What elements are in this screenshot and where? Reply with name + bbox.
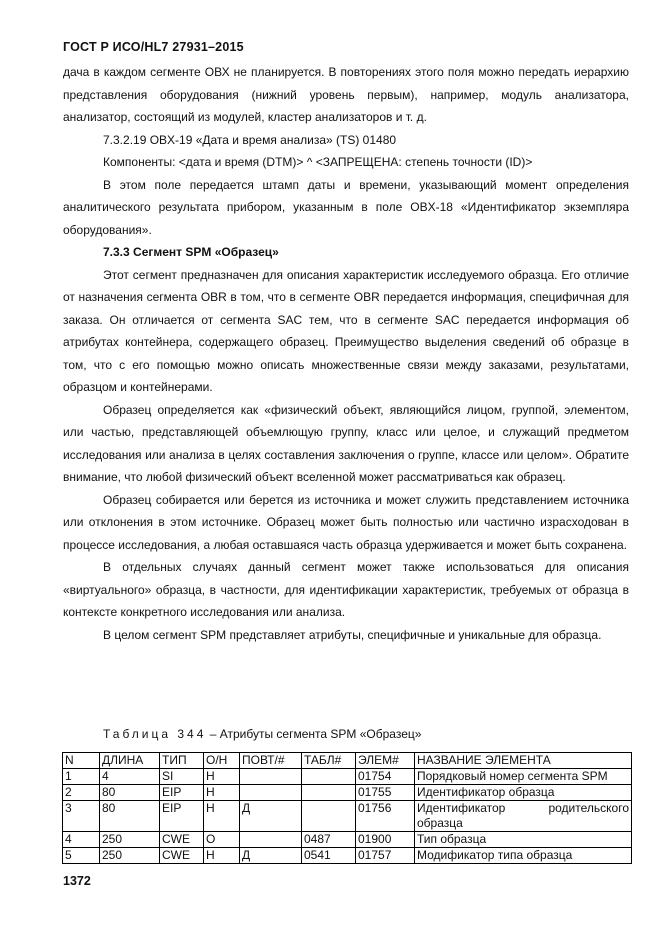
section-heading-spm: 7.3.3 Сегмент SPM «Образец»	[103, 245, 279, 259]
table-cell	[240, 769, 302, 785]
table-cell	[302, 769, 356, 785]
header-cell: ЭЛЕМ#	[356, 753, 415, 769]
spm-attributes-table	[62, 752, 632, 864]
table-cell: Н	[204, 785, 240, 801]
table-cell	[240, 832, 302, 848]
table-cell: 5	[63, 848, 100, 864]
table-cell: 1	[63, 769, 100, 785]
table-cell: 250	[100, 848, 160, 864]
table-cell: 01757	[356, 848, 415, 864]
table-cell: EIP	[160, 801, 204, 832]
clause-heading-obx19: 7.3.2.19 OBX-19 «Дата и время анализа» (TS) 01480	[103, 132, 397, 147]
table-cell: 80	[100, 785, 160, 801]
table-cell: Н	[204, 769, 240, 785]
table-cell: 01755	[356, 785, 415, 801]
cell-line: образца	[417, 816, 463, 830]
table-cell	[240, 785, 302, 801]
table-cell: 01756	[356, 801, 415, 832]
table-cell: Порядковый номер сегмента SPM	[415, 769, 632, 785]
table-cell: Н	[204, 801, 240, 832]
paragraph-specimen-collection: Образец собирается или берется из источника и может служить представлением источника или отклонения в этом источнике. Образец может быть полностью или частично израсходован в процессе исследования, а любая оставшаяся часть образца удерживается и может быть сохранена.	[63, 492, 629, 552]
paragraph-specimen-definition: Образец определяется как «физический объект, являющийся лицом, группой, элементом, или частью, представляющей объемлющую группу, класс или целое, и служащий предметом исследования или анализа в целях составления заключения о группе, классе или целом». Обратите внимание, что любой физический объект вселенной может рассматриваться как образец.	[63, 402, 629, 484]
text-block-top	[63, 61, 629, 646]
table-cell: 0541	[302, 848, 356, 864]
table-cell: 4	[100, 769, 160, 785]
table-cell: Модификатор типа образца	[415, 848, 632, 864]
header-cell: НАЗВАНИЕ ЭЛЕМЕНТА	[415, 753, 632, 769]
table-row	[63, 785, 632, 801]
components-line: Компоненты: <дата и время (DTM)> ^ <ЗАПРЕЩЕНА: степень точности (ID)>	[103, 155, 533, 169]
table-cell: EIP	[160, 785, 204, 801]
table-caption	[103, 727, 421, 741]
header-cell: ТАБЛ#	[302, 753, 356, 769]
table-cell: Д	[240, 848, 302, 864]
paragraph-obx19-description: В этом поле передается штамп даты и времени, указывающий момент определения аналитического результата прибором, указанным в поле OBX-18 «Идентификатор экземпляра оборудования».	[63, 177, 629, 237]
table-row	[63, 832, 632, 848]
table-row	[63, 769, 632, 785]
table-cell: 0487	[302, 832, 356, 848]
table-cell: 3	[63, 801, 100, 832]
table-row	[63, 848, 632, 864]
table-row	[63, 801, 632, 832]
cell-line: Идентификатор родительского	[417, 801, 629, 815]
table-cell: Н	[204, 848, 240, 864]
table-cell: Д	[240, 801, 302, 832]
table-cell: 01754	[356, 769, 415, 785]
paragraph-virtual-specimen: В отдельных случаях данный сегмент может также использоваться для описания «виртуального» образца, в частности, для идентификации характеристик, требуемых от образца в контексте конкретного исследования или анализа.	[63, 560, 629, 619]
table-cell: 4	[63, 832, 100, 848]
table-cell: CWE	[160, 832, 204, 848]
table-cell: Тип образца	[415, 832, 632, 848]
table-cell-multiline	[415, 801, 632, 832]
table-cell: 80	[100, 801, 160, 832]
table-caption-label: Таблица 344	[103, 727, 207, 741]
table-cell	[302, 785, 356, 801]
header-cell: ПОВТ/#	[240, 753, 302, 769]
paragraph-continuation: дача в каждом сегменте ОВХ не планируется. В повторениях этого поля можно передать иерархию представления оборудования (нижний уровень первым), например, модуль анализатора, анализатор, состоящий из модулей, кластер анализаторов и т. д.	[63, 65, 629, 124]
table-cell: 2	[63, 785, 100, 801]
header-cell: ДЛИНА	[100, 753, 160, 769]
paragraph-spm-purpose: Этот сегмент предназначен для описания характеристик исследуемого образца. Его отличие от назначения сегмента OBR в том, что в сегменте OBR передается информация, специфичная для заказа. Он отличается от сегмента SAC тем, что в сегменте SAC передается информация об атрибутах контейнера, содержащего образец. Преимущество выделения сведений об образце в том, что с его помощью можно описать множественные связи между заказами, результатами, образцом и контейнерами.	[63, 267, 629, 394]
table-header-row	[63, 753, 632, 769]
table-caption-title: – Атрибуты сегмента SPM «Образец»	[206, 727, 422, 741]
table-cell	[302, 801, 356, 832]
table-cell: CWE	[160, 848, 204, 864]
table-cell: SI	[160, 769, 204, 785]
table-cell: Идентификатор образца	[415, 785, 632, 801]
document-header: ГОСТ Р ИСО/HL7 27931–2015	[63, 40, 244, 54]
table-cell: О	[204, 832, 240, 848]
table-cell: 01900	[356, 832, 415, 848]
header-cell: О/Н	[204, 753, 240, 769]
table-cell: 250	[100, 832, 160, 848]
page-number: 1372	[63, 874, 91, 888]
header-cell: N	[63, 753, 100, 769]
paragraph-spm-summary: В целом сегмент SPM представляет атрибуты, специфичные и уникальные для образца.	[103, 627, 602, 642]
header-cell: ТИП	[160, 753, 204, 769]
